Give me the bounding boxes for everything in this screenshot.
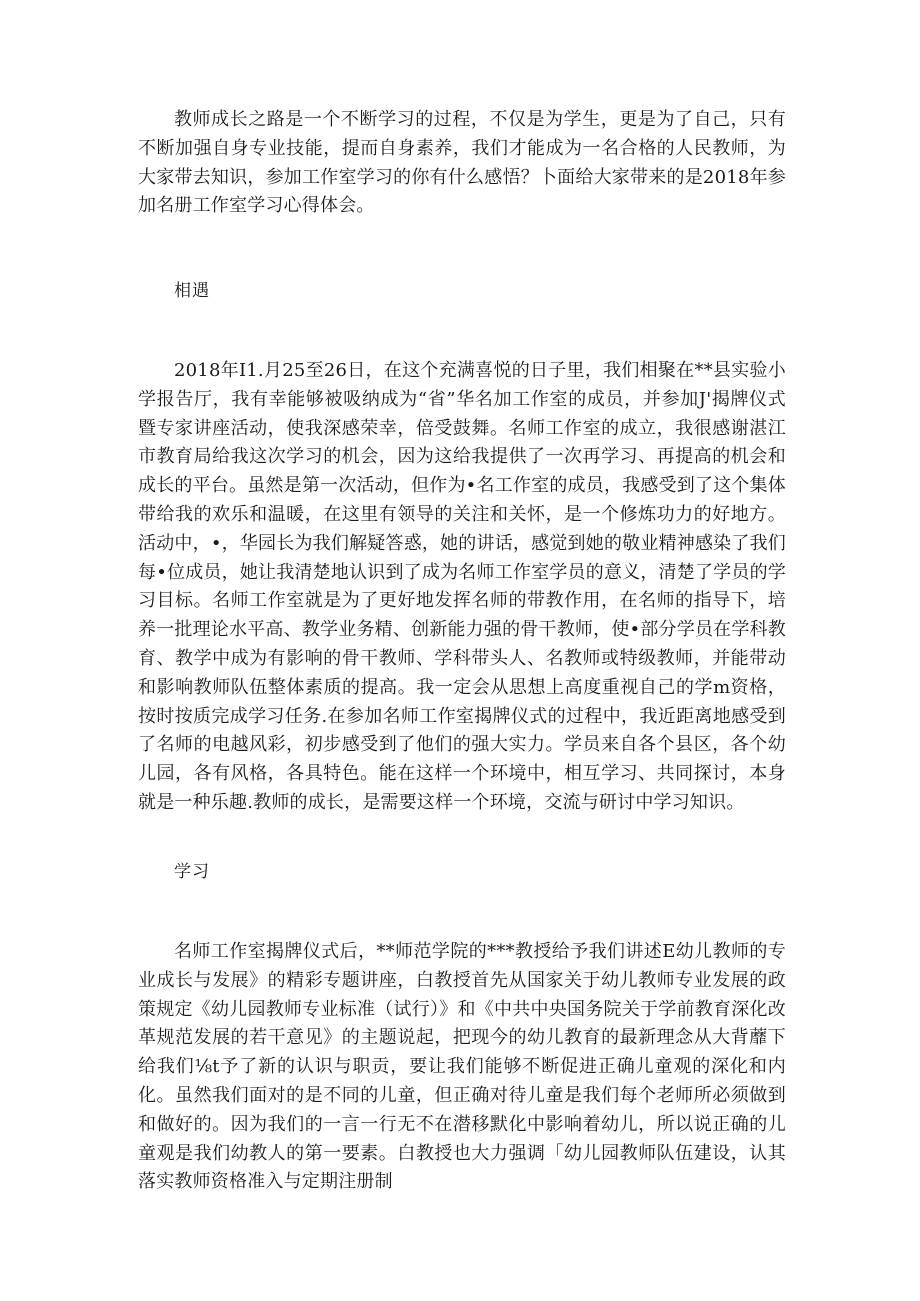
section-heading-meet: 相遇 bbox=[174, 281, 210, 301]
section-body-meet: 2018年I1.月25至26日，在这个充满喜悦的日子里，我们相聚在**县实验小学报告厅，我有幸能够被吸纳成为“省”华名加工作室的成员，并参加J'揭牌仪式暨专家讲座活动，使我深感荣幸，倍受鼓舞。名师工作室的成立，我很感谢湛江市教育局给我这次学习的机会，因为这给我提供了一次再学习、再提高的机会和成长的平台。虽然是第一次活动，但作为•名工作室的成员，我感受到了这个集体带给我的欢乐和温暖，在这里有领导的关注和关怀，是一个修炼功力的好地方。活动中，•，华园长为我们解疑答惑，她的讲话，感觉到她的敬业精神感染了我们每•位成员，她让我清楚地认识到了成为名师工作室学员的意义，清楚了学员的学习目标。名师工作室就是为了更好地发挥名师的带教作用，在名师的指导下，培养一批理论水平高、教学业务精、创新能力强的骨干教师，使•部分学员在学科教育、教学中成为有影响的骨干教师、学科带头人、名教师或特级教师，并能带动和影响教师队伍整体素质的提高。我一定会从思想上高度重视自己的学m资格，按时按质完成学习任务.在参加名师工作室揭牌仪式的过程中，我近距离地感受到了名师的电越风彩，初步感受到了他们的强大实力。学员来自各个县区，各个幼儿园，各有风格，各具特色。能在这样一个环境中，相互学习、共同探讨，本身就是一种乐趣.教师的成长，是需要这样一个环境，交流与研讨中学习知识。 bbox=[138, 360, 786, 813]
section-heading-study: 学习 bbox=[174, 862, 210, 882]
intro-paragraph: 教师成长之路是一个不断学习的过程，不仅是为学生，更是为了自己，只有不断加强自身专业技能，提而自身素养，我们才能成为一名合格的人民教师，为大家带去知识，参加工作室学习的你有什么感悟？卜面给大家带来的是2018年参加名册工作室学习心得体会。 bbox=[138, 109, 786, 217]
section-body-study: 名师工作室揭牌仪式后，**师范学院的***教授给予我们讲述E幼儿教师的专业成长与发展》的精彩专题讲座，白教授首先从国家关于幼儿教师专业发展的政策规定《幼儿园教师专业标准（试行）》和《中共中央国务院关于学前教育深化改革规范发展的若干意见》的主题说起，把现今的幼儿教育的最新理念从大背蘼下给我们⅛t予了新的认识与职贡，要让我们能够不断促进正确儿童观的深化和内化。虽然我们面对的是不同的儿童，但正确对待儿童是我们每个老师所必须做到和做好的。因为我们的一言一行无不在潜移默化中影响着幼儿，所以说正确的儿童观是我们幼教人的第一要素。白教授也大力强调「幼儿园教师队伍建设，认其落实教师资格准入与定期注册制 bbox=[138, 941, 786, 1193]
